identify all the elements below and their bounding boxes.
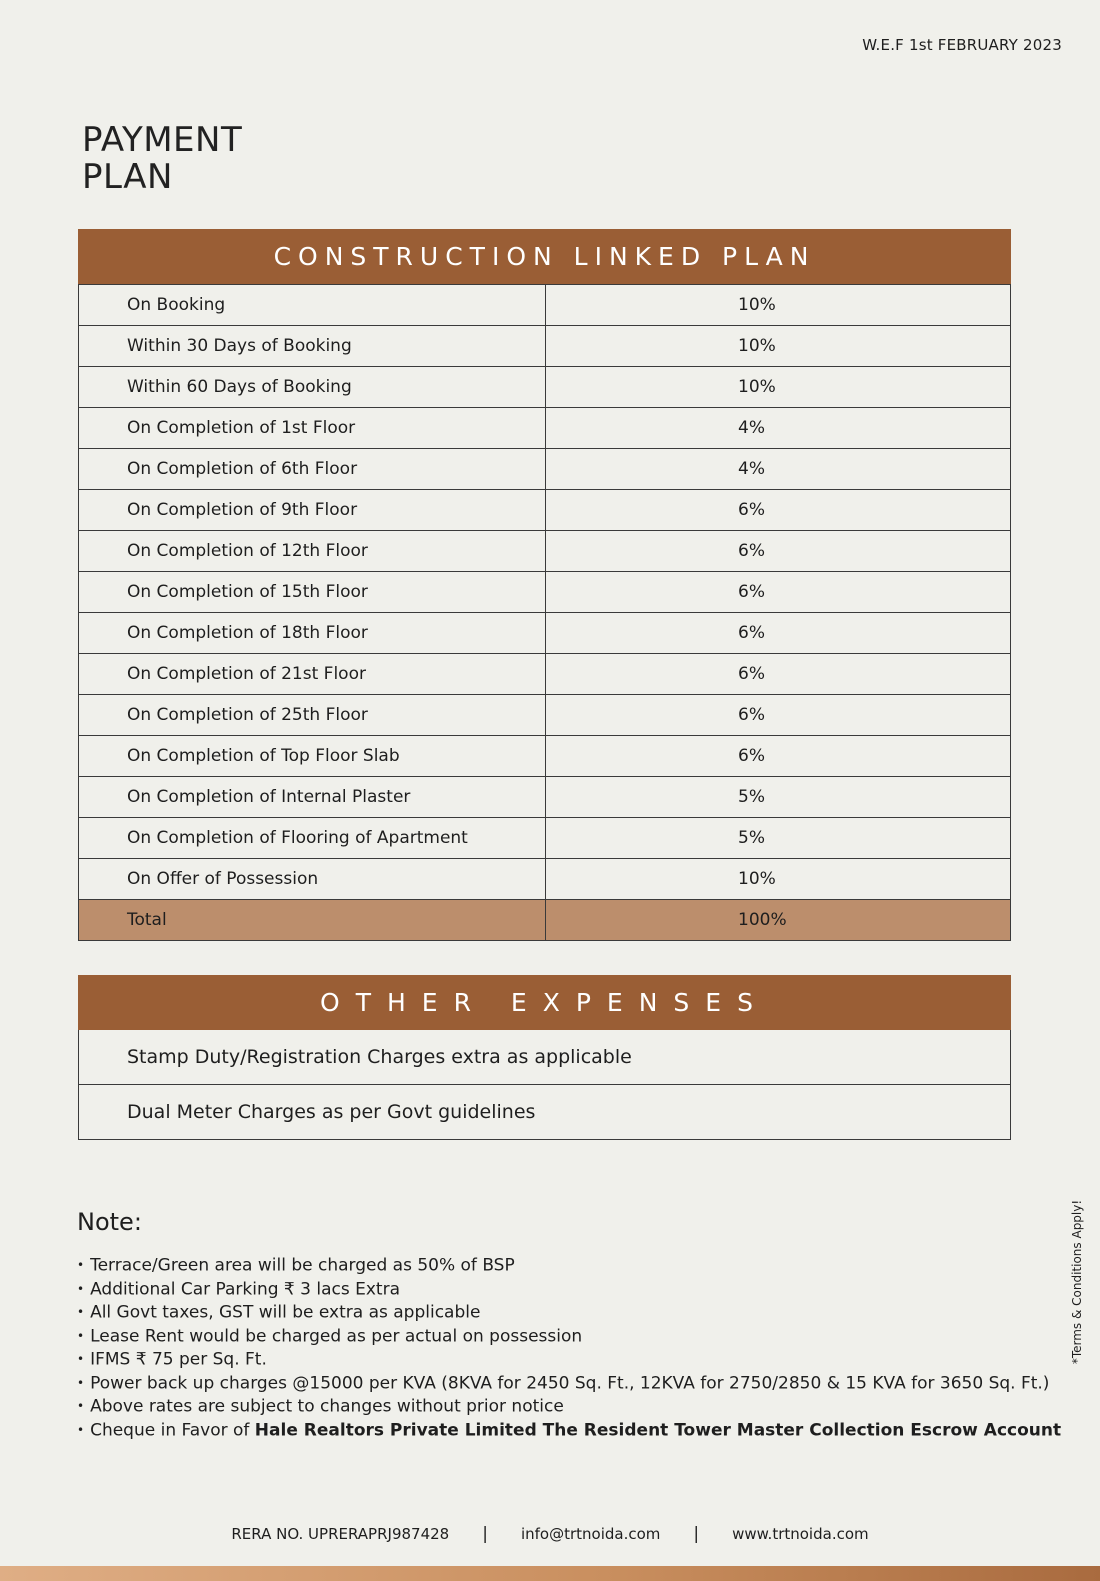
schedule-row bbox=[79, 449, 1011, 490]
milestone-label: On Completion of 6th Floor bbox=[79, 449, 546, 490]
note-item: • Above rates are subject to changes without prior notice bbox=[77, 1395, 1061, 1419]
milestone-label: On Completion of 18th Floor bbox=[79, 613, 546, 654]
expense-row: Dual Meter Charges as per Govt guidelines bbox=[78, 1085, 1011, 1140]
milestone-label: On Completion of Internal Plaster bbox=[79, 777, 546, 818]
milestone-percentage: 6% bbox=[546, 736, 1011, 777]
milestone-label: On Completion of 1st Floor bbox=[79, 408, 546, 449]
schedule-row bbox=[79, 654, 1011, 695]
milestone-percentage: 6% bbox=[546, 695, 1011, 736]
milestone-label: On Completion of 9th Floor bbox=[79, 490, 546, 531]
note-item: • Power back up charges @15000 per KVA (8KVA for 2450 Sq. Ft., 12KVA for 2750/2850 & 15 KVA for 3650 Sq. Ft.) bbox=[77, 1372, 1061, 1396]
schedule-row bbox=[79, 367, 1011, 408]
milestone-label: On Booking bbox=[79, 285, 546, 326]
schedule-row bbox=[79, 777, 1011, 818]
other-expenses-heading: OTHER EXPENSES bbox=[320, 988, 769, 1017]
milestone-percentage: 4% bbox=[546, 408, 1011, 449]
milestone-label: Within 60 Days of Booking bbox=[79, 367, 546, 408]
expense-row: Stamp Duty/Registration Charges extra as applicable bbox=[78, 1030, 1011, 1085]
milestone-percentage: 5% bbox=[546, 777, 1011, 818]
cheque-payee: Hale Realtors Private Limited The Resident Tower Master Collection Escrow Account bbox=[254, 1420, 1062, 1440]
milestone-percentage: 10% bbox=[546, 285, 1011, 326]
effective-date: W.E.F 1st FEBRUARY 2023 bbox=[862, 36, 1062, 54]
milestone-label: On Completion of 15th Floor bbox=[79, 572, 546, 613]
contact-email-link[interactable]: info@trtnoida.com bbox=[520, 1525, 661, 1543]
note-item: • Lease Rent would be charged as per actual on possession bbox=[77, 1325, 1061, 1349]
schedule-row bbox=[79, 326, 1011, 367]
schedule-row bbox=[79, 818, 1011, 859]
note-item: • All Govt taxes, GST will be extra as applicable bbox=[77, 1301, 1061, 1325]
bottom-accent-bar bbox=[0, 1566, 1100, 1581]
milestone-label: On Offer of Possession bbox=[79, 859, 546, 900]
milestone-percentage: 6% bbox=[546, 572, 1011, 613]
terms-conditions-note: *Terms & Conditions Apply! bbox=[1070, 1199, 1084, 1365]
payment-schedule-table bbox=[78, 284, 1011, 941]
milestone-percentage: 10% bbox=[546, 859, 1011, 900]
other-expenses-header bbox=[78, 975, 1011, 1030]
milestone-percentage: 6% bbox=[546, 531, 1011, 572]
schedule-row bbox=[79, 859, 1011, 900]
payment-schedule-body bbox=[79, 285, 1011, 941]
page-title bbox=[82, 122, 242, 196]
schedule-row bbox=[79, 408, 1011, 449]
schedule-row bbox=[79, 490, 1011, 531]
note-item: • Additional Car Parking ₹ 3 lacs Extra bbox=[77, 1278, 1061, 1302]
milestone-percentage: 6% bbox=[546, 654, 1011, 695]
milestone-percentage: 5% bbox=[546, 818, 1011, 859]
footer bbox=[0, 1524, 1100, 1544]
schedule-row bbox=[79, 613, 1011, 654]
notes-list bbox=[77, 1254, 1061, 1442]
milestone-percentage: 4% bbox=[546, 449, 1011, 490]
website-link[interactable]: www.trtnoida.com bbox=[732, 1525, 869, 1543]
page-title-line-2: PLAN bbox=[82, 157, 173, 197]
note-item: • IFMS ₹ 75 per Sq. Ft. bbox=[77, 1348, 1061, 1372]
milestone-percentage: 10% bbox=[546, 367, 1011, 408]
milestone-percentage: 6% bbox=[546, 490, 1011, 531]
rera-number: RERA NO. UPRERAPRJ987428 bbox=[231, 1525, 450, 1543]
milestone-label: On Completion of 25th Floor bbox=[79, 695, 546, 736]
footer-separator: | bbox=[482, 1524, 488, 1544]
total-label: Total bbox=[79, 900, 546, 941]
construction-linked-plan-heading: CONSTRUCTION LINKED PLAN bbox=[273, 242, 816, 271]
milestone-label: Within 30 Days of Booking bbox=[79, 326, 546, 367]
note-item: • Terrace/Green area will be charged as 50% of BSP bbox=[77, 1254, 1061, 1278]
schedule-row bbox=[79, 736, 1011, 777]
milestone-label: On Completion of Flooring of Apartment bbox=[79, 818, 546, 859]
milestone-label: On Completion of 12th Floor bbox=[79, 531, 546, 572]
other-expenses-section bbox=[78, 975, 1011, 1140]
footer-separator: | bbox=[693, 1524, 700, 1544]
milestone-label: On Completion of 21st Floor bbox=[79, 654, 546, 695]
schedule-row bbox=[79, 695, 1011, 736]
note-item-cheque bbox=[77, 1419, 1061, 1443]
schedule-row bbox=[79, 572, 1011, 613]
page-title-line-1: PAYMENT bbox=[82, 120, 243, 160]
cheque-prefix: Cheque in Favor of bbox=[90, 1420, 255, 1440]
total-row bbox=[79, 900, 1011, 941]
construction-linked-plan-section bbox=[78, 229, 1011, 941]
note-heading: Note: bbox=[77, 1208, 142, 1236]
construction-linked-plan-header bbox=[78, 229, 1011, 284]
total-value: 100% bbox=[546, 900, 1011, 941]
schedule-row bbox=[79, 285, 1011, 326]
schedule-row bbox=[79, 531, 1011, 572]
milestone-percentage: 6% bbox=[546, 613, 1011, 654]
milestone-percentage: 10% bbox=[546, 326, 1011, 367]
milestone-label: On Completion of Top Floor Slab bbox=[79, 736, 546, 777]
